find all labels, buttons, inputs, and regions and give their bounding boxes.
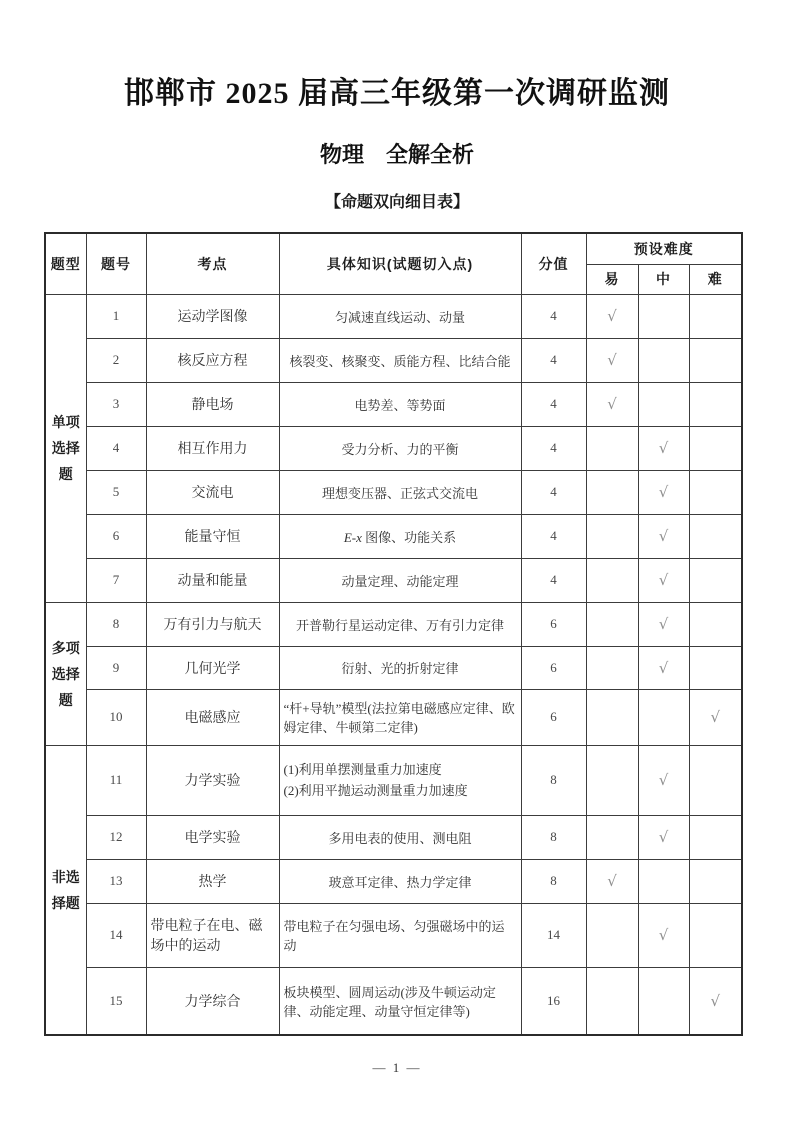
table-row (45, 338, 742, 382)
test-point: 力学综合 (146, 967, 279, 1035)
knowledge: 板块模型、圆周运动(涉及牛顿运动定律、动能定理、动量守恒定律等) (279, 967, 521, 1035)
difficulty-hard-mark: √ (689, 967, 742, 1035)
question-number: 13 (86, 859, 146, 903)
question-number: 8 (86, 602, 146, 646)
question-number: 4 (86, 426, 146, 470)
difficulty-hard-mark (689, 514, 742, 558)
test-point: 交流电 (146, 470, 279, 514)
knowledge-math-symbol: E-x (343, 529, 362, 545)
test-point: 几何光学 (146, 646, 279, 689)
test-point: 动量和能量 (146, 558, 279, 602)
difficulty-mid-mark: √ (638, 470, 689, 514)
knowledge: 玻意耳定律、热力学定律 (279, 859, 521, 903)
test-point: 运动学图像 (146, 294, 279, 338)
score: 16 (521, 967, 586, 1035)
header-specific-knowledge: 具体知识(试题切入点) (279, 233, 521, 294)
difficulty-easy-mark (586, 903, 638, 967)
table-row (45, 646, 742, 689)
knowledge: 多用电表的使用、测电阻 (279, 815, 521, 859)
difficulty-easy-mark: √ (586, 382, 638, 426)
test-point: 静电场 (146, 382, 279, 426)
difficulty-easy-mark (586, 689, 638, 745)
difficulty-easy-mark: √ (586, 338, 638, 382)
knowledge (279, 745, 521, 815)
knowledge: 受力分析、力的平衡 (279, 426, 521, 470)
question-number: 15 (86, 967, 146, 1035)
difficulty-mid-mark (638, 689, 689, 745)
knowledge: 开普勒行星运动定律、万有引力定律 (279, 602, 521, 646)
knowledge-text: 图像、功能关系 (361, 529, 457, 545)
difficulty-easy-mark (586, 558, 638, 602)
table-row (45, 859, 742, 903)
score: 6 (521, 646, 586, 689)
difficulty-mid-mark (638, 382, 689, 426)
table-row (45, 903, 742, 967)
difficulty-easy-mark (586, 470, 638, 514)
knowledge: 理想变压器、正弦式交流电 (279, 470, 521, 514)
difficulty-hard-mark (689, 426, 742, 470)
table-row (45, 967, 742, 1035)
table-row (45, 815, 742, 859)
difficulty-mid-mark: √ (638, 815, 689, 859)
knowledge: 带电粒子在匀强电场、匀强磁场中的运动 (279, 903, 521, 967)
header-difficulty-mid: 中 (638, 264, 689, 294)
knowledge-line-2: (2)利用平抛运动测量重力加速度 (283, 783, 468, 798)
table-row (45, 602, 742, 646)
difficulty-mid-mark: √ (638, 558, 689, 602)
question-number: 10 (86, 689, 146, 745)
difficulty-easy-mark (586, 815, 638, 859)
score: 4 (521, 514, 586, 558)
difficulty-easy-mark (586, 426, 638, 470)
score: 4 (521, 338, 586, 382)
table-row (45, 558, 742, 602)
difficulty-easy-mark: √ (586, 859, 638, 903)
difficulty-mid-mark (638, 294, 689, 338)
header-difficulty-hard: 难 (689, 264, 742, 294)
knowledge: 匀减速直线运动、动量 (279, 294, 521, 338)
table-row (45, 689, 742, 745)
score: 4 (521, 382, 586, 426)
difficulty-easy-mark: √ (586, 294, 638, 338)
group-label-multi-choice: 多项选择题 (45, 602, 86, 745)
question-number: 1 (86, 294, 146, 338)
header-question-number: 题号 (86, 233, 146, 294)
table-row (45, 745, 742, 815)
test-point: 万有引力与航天 (146, 602, 279, 646)
question-number: 2 (86, 338, 146, 382)
test-point: 相互作用力 (146, 426, 279, 470)
specification-table (44, 232, 743, 1036)
knowledge-line-1: (1)利用单摆测量重力加速度 (283, 762, 442, 777)
score: 4 (521, 470, 586, 514)
difficulty-hard-mark (689, 338, 742, 382)
knowledge (279, 514, 521, 558)
question-number: 5 (86, 470, 146, 514)
test-point: 电磁感应 (146, 689, 279, 745)
page-subtitle: 物理 全解全析 (319, 142, 474, 167)
test-point: 能量守恒 (146, 514, 279, 558)
score: 4 (521, 426, 586, 470)
page-title: 邯郸市 2025 届高三年级第一次调研监测 (124, 77, 670, 110)
score: 4 (521, 294, 586, 338)
knowledge: 核裂变、核聚变、质能方程、比结合能 (279, 338, 521, 382)
score: 6 (521, 602, 586, 646)
difficulty-mid-mark: √ (638, 745, 689, 815)
header-score: 分值 (521, 233, 586, 294)
table-row (45, 514, 742, 558)
question-number: 12 (86, 815, 146, 859)
question-number: 9 (86, 646, 146, 689)
test-point: 核反应方程 (146, 338, 279, 382)
knowledge: “杆+导轨”模型(法拉第电磁感应定律、欧姆定律、牛顿第二定律) (279, 689, 521, 745)
test-point: 力学实验 (146, 745, 279, 815)
table-row (45, 382, 742, 426)
difficulty-mid-mark: √ (638, 426, 689, 470)
difficulty-hard-mark (689, 903, 742, 967)
score: 8 (521, 745, 586, 815)
score: 4 (521, 558, 586, 602)
test-point: 带电粒子在电、磁场中的运动 (146, 903, 279, 967)
knowledge: 电势差、等势面 (279, 382, 521, 426)
group-label-non-choice: 非选择题 (45, 745, 86, 1035)
knowledge: 动量定理、动能定理 (279, 558, 521, 602)
header-test-point: 考点 (146, 233, 279, 294)
difficulty-hard-mark (689, 382, 742, 426)
difficulty-easy-mark (586, 745, 638, 815)
difficulty-hard-mark (689, 470, 742, 514)
question-number: 3 (86, 382, 146, 426)
difficulty-easy-mark (586, 514, 638, 558)
test-point: 热学 (146, 859, 279, 903)
table-row (45, 294, 742, 338)
score: 6 (521, 689, 586, 745)
table-header-row-1 (45, 233, 742, 264)
difficulty-easy-mark (586, 646, 638, 689)
section-heading: 【命题双向细目表】 (324, 194, 469, 211)
score: 8 (521, 859, 586, 903)
difficulty-mid-mark (638, 967, 689, 1035)
table-row (45, 426, 742, 470)
difficulty-hard-mark (689, 815, 742, 859)
difficulty-hard-mark (689, 859, 742, 903)
difficulty-hard-mark (689, 558, 742, 602)
table-row (45, 470, 742, 514)
header-question-type: 题型 (45, 233, 86, 294)
page-number: — 1 — (372, 1060, 422, 1075)
difficulty-easy-mark (586, 967, 638, 1035)
difficulty-mid-mark (638, 338, 689, 382)
difficulty-mid-mark: √ (638, 602, 689, 646)
difficulty-hard-mark (689, 294, 742, 338)
difficulty-easy-mark (586, 602, 638, 646)
difficulty-hard-mark (689, 602, 742, 646)
score: 14 (521, 903, 586, 967)
difficulty-mid-mark: √ (638, 514, 689, 558)
header-difficulty-easy: 易 (586, 264, 638, 294)
test-point: 电学实验 (146, 815, 279, 859)
knowledge: 衍射、光的折射定律 (279, 646, 521, 689)
question-number: 14 (86, 903, 146, 967)
difficulty-hard-mark: √ (689, 689, 742, 745)
difficulty-hard-mark (689, 646, 742, 689)
difficulty-hard-mark (689, 745, 742, 815)
group-label-single-choice: 单项选择题 (45, 294, 86, 602)
question-number: 11 (86, 745, 146, 815)
difficulty-mid-mark: √ (638, 903, 689, 967)
difficulty-mid-mark: √ (638, 646, 689, 689)
question-number: 6 (86, 514, 146, 558)
header-difficulty: 预设难度 (586, 233, 742, 264)
question-number: 7 (86, 558, 146, 602)
score: 8 (521, 815, 586, 859)
difficulty-mid-mark (638, 859, 689, 903)
